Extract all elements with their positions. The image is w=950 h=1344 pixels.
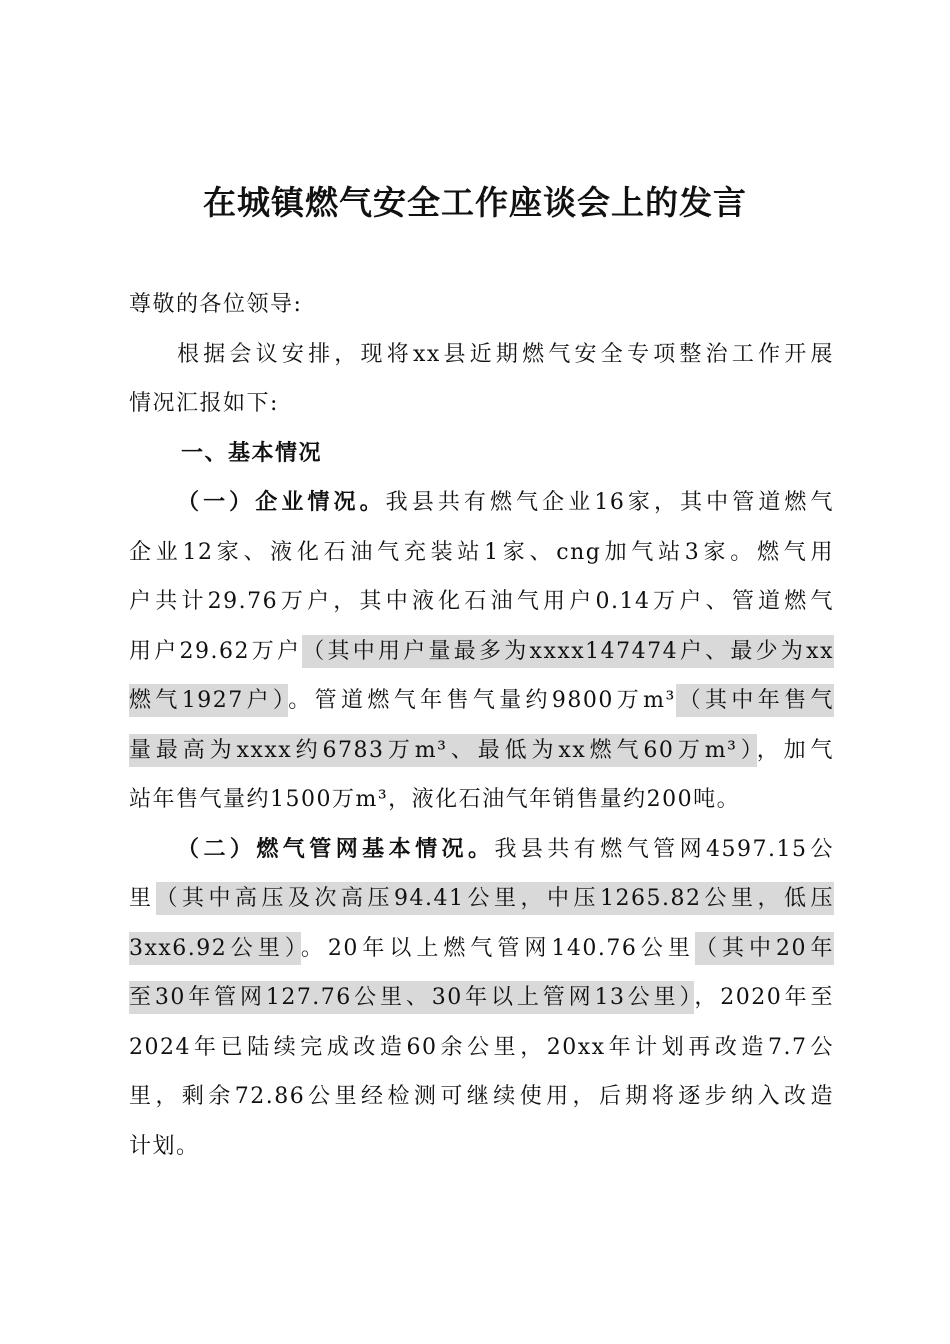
text-run: 。管道燃气年售气量约9800万m³ xyxy=(288,688,676,713)
text-run: 我县共有燃气企业16家，其中管道燃气 xyxy=(385,490,834,515)
paragraph-line xyxy=(129,478,834,528)
salutation: 尊敬的各位领导: xyxy=(129,292,303,317)
text-run: ，加气 xyxy=(756,737,834,763)
highlighted-text: 3xx6.92公里） xyxy=(129,932,301,965)
paragraph-line: 户共计29.76万户，其中液化石油气用户0.14万户、管道燃气 xyxy=(129,589,834,614)
paragraph-line xyxy=(129,676,834,726)
text-run: 里 xyxy=(129,886,156,911)
intro-line: 情况汇报如下: xyxy=(129,391,279,416)
text-run: 我县共有燃气管网4597.15公 xyxy=(494,836,834,862)
text-run: 。20年以上燃气管网140.76公里 xyxy=(300,935,695,961)
paragraph-line xyxy=(129,627,834,677)
paragraph-line xyxy=(129,973,834,1023)
paragraph-line: 里，剩余72.86公里经检测可继续使用，后期将逐步纳入改造 xyxy=(129,1084,834,1109)
subsection-heading: （一）企业情况。 xyxy=(177,489,386,515)
highlighted-text: （其中20年 xyxy=(695,932,834,965)
document-body xyxy=(129,280,834,1171)
paragraph-line: 站年售气量约1500万m³，液化石油气年销售量约200吨。 xyxy=(129,787,741,812)
highlighted-text: 至30年管网127.76公里、30年以上管网13公里） xyxy=(129,981,694,1014)
intro-line: 根据会议安排，现将xx县近期燃气安全专项整治工作开展 xyxy=(177,341,834,367)
paragraph-line xyxy=(129,874,834,924)
highlighted-text: 燃气1927户） xyxy=(129,684,288,717)
paragraph-line xyxy=(129,825,834,875)
highlighted-text: 量最高为xxxx约6783万m³、最低为xx燃气60万m³） xyxy=(129,734,757,767)
highlighted-text: （其中高压及次高压94.41公里，中压1265.82公里，低压 xyxy=(156,882,834,915)
subsection-heading: （二）燃气管网基本情况。 xyxy=(177,835,495,862)
section-heading: 一、基本情况 xyxy=(181,439,323,466)
paragraph-line: 2024年已陆续完成改造60余公里，20xx年计划再改造7.7公 xyxy=(129,1034,834,1060)
document-title: 在城镇燃气安全工作座谈会上的发言 xyxy=(203,183,747,222)
paragraph-line: 企业12家、液化石油气充装站1家、cng加气站3家。燃气用 xyxy=(129,539,834,565)
paragraph-line xyxy=(129,726,834,776)
highlighted-text: （其中年售气 xyxy=(676,684,834,717)
highlighted-text: （其中用户量最多为xxxx147474户、最少为xx xyxy=(302,635,834,668)
paragraph-line: 计划。 xyxy=(129,1133,200,1159)
text-run: 用户29.62万户 xyxy=(129,638,303,664)
text-run: ，2020年至 xyxy=(694,985,834,1010)
paragraph-line xyxy=(129,924,834,974)
